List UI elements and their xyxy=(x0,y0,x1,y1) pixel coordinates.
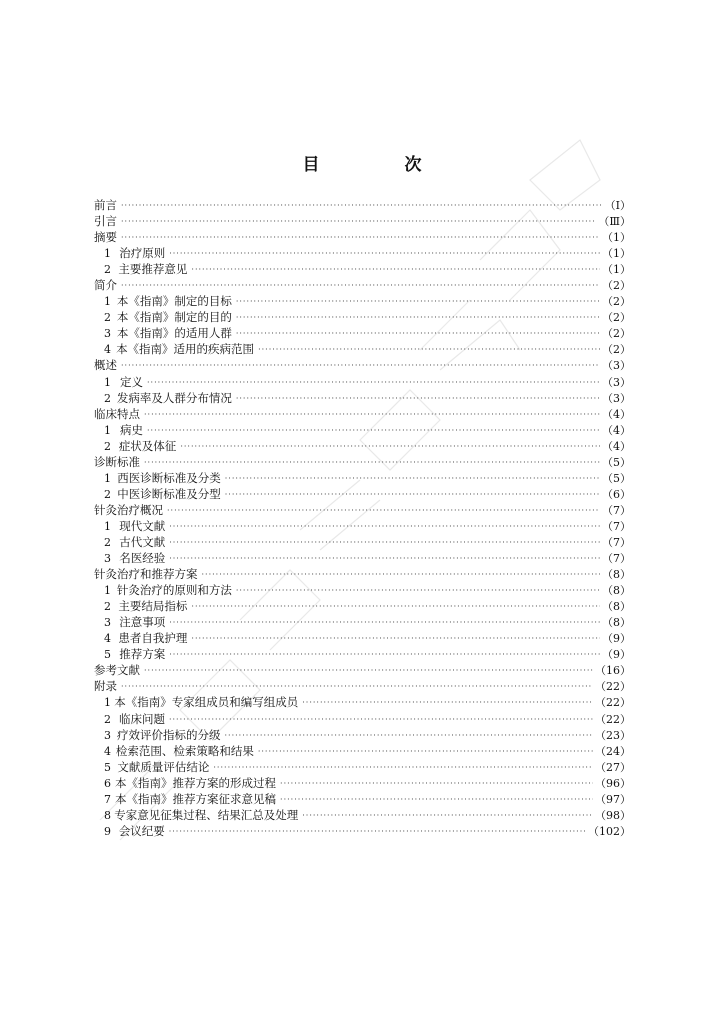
toc-entry-label: 本《指南》专家组成员和编写组成员 xyxy=(114,695,299,710)
toc-entry-label: 本《指南》的适用人群 xyxy=(116,326,232,341)
table-of-contents xyxy=(94,197,631,839)
dot-leader xyxy=(169,824,586,840)
toc-entry-number: 3 xyxy=(104,728,111,742)
dot-leader xyxy=(258,342,600,358)
toc-page-number: （3） xyxy=(602,391,631,405)
toc-subentry[interactable] xyxy=(94,261,631,277)
toc-page-number: （4） xyxy=(602,423,631,437)
toc-entry-number: 7 xyxy=(104,792,111,806)
toc-entry-number: 1 xyxy=(104,375,111,389)
toc-entry-label: 本《指南》推荐方案的形成过程 xyxy=(115,775,277,790)
toc-entry-number: 8 xyxy=(104,808,111,822)
dot-leader xyxy=(302,695,593,711)
toc-entry-label: 诊断标准 xyxy=(94,454,140,469)
toc-entry-label: 本《指南》制定的目的 xyxy=(116,310,232,325)
toc-page-number: （9） xyxy=(602,648,631,662)
toc-subentry[interactable] xyxy=(94,534,631,550)
toc-entry-number: 4 xyxy=(104,744,111,758)
toc-entry-number: 6 xyxy=(104,776,111,790)
toc-entry-number: 1 xyxy=(104,584,111,598)
toc-subentry[interactable] xyxy=(94,694,631,710)
toc-section[interactable] xyxy=(94,197,631,213)
toc-entry-number: 5 xyxy=(104,648,111,662)
dot-leader xyxy=(121,214,596,230)
dot-leader xyxy=(169,551,600,567)
toc-page-number: （3） xyxy=(602,359,631,373)
toc-subentry[interactable] xyxy=(94,807,631,823)
toc-section[interactable] xyxy=(94,357,631,373)
toc-subentry[interactable] xyxy=(94,582,631,598)
toc-page-number: （22） xyxy=(595,680,631,694)
dot-leader xyxy=(169,535,600,551)
toc-subentry[interactable] xyxy=(94,293,631,309)
dot-leader xyxy=(225,471,600,487)
dot-leader xyxy=(191,262,600,278)
dot-leader xyxy=(169,615,600,631)
toc-page-number: （6） xyxy=(602,487,631,501)
toc-page-number: （27） xyxy=(595,760,631,774)
dot-leader xyxy=(258,744,593,760)
toc-subentry[interactable] xyxy=(94,309,631,325)
toc-entry-number: 2 xyxy=(104,535,111,549)
dot-leader xyxy=(213,760,593,776)
toc-subentry[interactable] xyxy=(94,598,631,614)
toc-subentry[interactable] xyxy=(94,743,631,759)
toc-page-number: （102） xyxy=(588,824,631,838)
toc-subentry[interactable] xyxy=(94,646,631,662)
toc-entry-label: 定义 xyxy=(119,374,143,389)
toc-entry-label: 检索范围、检索策略和结果 xyxy=(115,743,254,758)
toc-entry-label: 针灸治疗概况 xyxy=(94,502,163,517)
toc-page-number: （7） xyxy=(602,552,631,566)
toc-subentry[interactable] xyxy=(94,245,631,261)
toc-page-number: （7） xyxy=(602,503,631,517)
toc-entry-number: 1 xyxy=(104,696,111,710)
toc-entry-label: 临床问题 xyxy=(118,711,165,726)
toc-subentry[interactable] xyxy=(94,374,631,390)
toc-entry-label: 古代文献 xyxy=(119,534,166,549)
toc-page-number: （4） xyxy=(602,407,631,421)
toc-subentry[interactable] xyxy=(94,727,631,743)
toc-entry-label: 推荐方案 xyxy=(119,647,166,662)
toc-entry-number: 3 xyxy=(104,552,111,566)
dot-leader xyxy=(191,599,600,615)
toc-subentry[interactable] xyxy=(94,775,631,791)
dot-leader xyxy=(236,391,600,407)
toc-entry-label: 发病率及人群分布情况 xyxy=(116,390,232,405)
toc-subentry[interactable] xyxy=(94,325,631,341)
toc-entry-label: 名医经验 xyxy=(119,551,166,566)
dot-leader xyxy=(169,712,593,728)
toc-subentry[interactable] xyxy=(94,791,631,807)
toc-page-number: （97） xyxy=(595,792,631,806)
toc-subentry[interactable] xyxy=(94,759,631,775)
toc-subentry[interactable] xyxy=(94,390,631,406)
toc-page-number: （5） xyxy=(602,455,631,469)
toc-entry-number: 1 xyxy=(104,471,111,485)
dot-leader xyxy=(121,230,600,246)
dot-leader xyxy=(147,375,600,391)
dot-leader xyxy=(169,246,600,262)
toc-entry-number: 5 xyxy=(104,760,111,774)
toc-entry-label: 针灸治疗和推荐方案 xyxy=(94,567,198,582)
toc-entry-label: 前言 xyxy=(94,198,117,212)
toc-section[interactable] xyxy=(94,229,631,245)
toc-page-number: （2） xyxy=(602,327,631,341)
toc-subentry[interactable] xyxy=(94,341,631,357)
toc-entry-label: 疗效评价指标的分级 xyxy=(117,727,221,742)
toc-entry-number: 1 xyxy=(104,295,111,309)
toc-page-number: （2） xyxy=(602,295,631,309)
toc-entry-number: 3 xyxy=(104,327,111,341)
toc-subentry[interactable] xyxy=(94,422,631,438)
toc-entry-label: 简介 xyxy=(94,278,117,293)
toc-page-number: （2） xyxy=(602,343,631,357)
toc-entry-label: 西医诊断标准及分类 xyxy=(117,470,221,485)
toc-entry-number: 4 xyxy=(104,632,111,646)
toc-entry-label: 附录 xyxy=(94,679,117,694)
toc-entry-number: 2 xyxy=(104,391,111,405)
dot-leader xyxy=(191,631,600,647)
toc-page-number: （2） xyxy=(602,311,631,325)
toc-subentry[interactable] xyxy=(94,614,631,630)
dot-leader xyxy=(121,679,593,695)
toc-entry-number: 2 xyxy=(104,487,111,501)
toc-entry-label: 治疗原则 xyxy=(119,246,166,261)
dot-leader xyxy=(121,198,603,214)
toc-section[interactable] xyxy=(94,213,631,229)
toc-page-number: （98） xyxy=(595,808,631,822)
toc-entry-label: 摘要 xyxy=(94,230,117,245)
dot-leader xyxy=(236,583,600,599)
toc-subentry[interactable] xyxy=(94,518,631,534)
dot-leader xyxy=(302,808,593,824)
toc-entry-number: 2 xyxy=(104,311,111,325)
dot-leader xyxy=(121,358,600,374)
page-title: 目 次 xyxy=(302,155,456,175)
toc-subentry[interactable] xyxy=(94,438,631,454)
toc-page-number: （Ⅰ） xyxy=(604,199,631,212)
toc-subentry[interactable] xyxy=(94,486,631,502)
toc-entry-label: 主要结局指标 xyxy=(118,599,188,614)
dot-leader xyxy=(280,792,593,808)
dot-leader xyxy=(236,294,600,310)
toc-page-number: （8） xyxy=(602,616,631,630)
dot-leader xyxy=(121,278,600,294)
dot-leader xyxy=(147,423,600,439)
toc-entry-number: 2 xyxy=(104,712,111,726)
toc-section[interactable] xyxy=(94,502,631,518)
toc-page-number: （22） xyxy=(595,696,631,710)
dot-leader xyxy=(202,567,601,583)
toc-section[interactable] xyxy=(94,454,631,470)
toc-entry-number: 4 xyxy=(104,343,111,357)
dot-leader xyxy=(169,647,600,663)
dot-leader xyxy=(180,439,600,455)
toc-section[interactable] xyxy=(94,662,631,678)
dot-leader xyxy=(144,407,600,423)
toc-page-number: （5） xyxy=(602,471,631,485)
toc-entry-label: 本《指南》推荐方案征求意见稿 xyxy=(115,791,277,806)
toc-entry-label: 引言 xyxy=(94,214,117,229)
toc-entry-number: 1 xyxy=(104,519,111,533)
dot-leader xyxy=(144,455,600,471)
toc-entry-number: 9 xyxy=(104,824,111,838)
toc-entry-label: 主要推荐意见 xyxy=(118,262,188,277)
dot-leader xyxy=(225,728,594,744)
toc-page-number: （4） xyxy=(602,439,631,453)
toc-page-number: （8） xyxy=(602,568,631,582)
toc-page-number: （2） xyxy=(602,279,631,293)
toc-entry-label: 本《指南》适用的疾病范围 xyxy=(116,342,255,357)
toc-subentry[interactable] xyxy=(94,823,631,839)
toc-page-number: （1） xyxy=(602,247,631,261)
toc-page-number: （8） xyxy=(602,584,631,598)
toc-subentry[interactable] xyxy=(94,711,631,727)
dot-leader xyxy=(236,310,600,326)
toc-entry-label: 症状及体征 xyxy=(118,438,177,453)
toc-entry-label: 针灸治疗的原则和方法 xyxy=(116,583,232,598)
toc-section[interactable] xyxy=(94,277,631,293)
toc-page-number: （3） xyxy=(602,375,631,389)
toc-page-number: （24） xyxy=(595,744,631,758)
toc-entry-label: 患者自我护理 xyxy=(118,631,188,646)
toc-page-number: （1） xyxy=(602,231,631,245)
toc-page-number: （1） xyxy=(602,263,631,277)
toc-section[interactable] xyxy=(94,678,631,694)
toc-page-number: （23） xyxy=(595,728,631,742)
toc-entry-label: 文献质量评估结论 xyxy=(117,759,210,774)
toc-page-number: （Ⅲ） xyxy=(598,215,631,229)
toc-page-number: （7） xyxy=(602,519,631,533)
dot-leader xyxy=(280,776,593,792)
dot-leader xyxy=(144,663,593,679)
dot-leader xyxy=(167,503,600,519)
toc-entry-label: 现代文献 xyxy=(119,518,166,533)
toc-entry-label: 参考文献 xyxy=(94,663,140,678)
toc-entry-label: 中医诊断标准及分型 xyxy=(117,486,221,501)
toc-entry-number: 1 xyxy=(104,423,111,437)
toc-page-number: （7） xyxy=(602,535,631,549)
toc-entry-label: 病史 xyxy=(119,422,143,437)
toc-subentry[interactable] xyxy=(94,550,631,566)
toc-page-number: （96） xyxy=(595,776,631,790)
toc-page-number: （16） xyxy=(595,664,631,678)
toc-entry-number: 3 xyxy=(104,616,111,630)
toc-entry-label: 临床特点 xyxy=(94,406,140,421)
toc-entry-number: 2 xyxy=(104,600,111,614)
toc-entry-label: 专家意见征集过程、结果汇总及处理 xyxy=(114,807,299,822)
dot-leader xyxy=(169,519,600,535)
toc-subentry[interactable] xyxy=(94,470,631,486)
toc-page-number: （9） xyxy=(602,632,631,646)
toc-entry-number: 1 xyxy=(104,247,111,261)
toc-page-number: （22） xyxy=(595,712,631,726)
toc-entry-number: 2 xyxy=(104,439,111,453)
toc-subentry[interactable] xyxy=(94,630,631,646)
dot-leader xyxy=(236,326,600,342)
toc-entry-label: 概述 xyxy=(94,358,117,373)
toc-entry-label: 会议纪要 xyxy=(118,823,165,838)
toc-entry-label: 本《指南》制定的目标 xyxy=(116,294,232,309)
toc-page-number: （8） xyxy=(602,600,631,614)
toc-entry-label: 注意事项 xyxy=(119,615,166,630)
dot-leader xyxy=(225,487,600,503)
toc-entry-number: 2 xyxy=(104,263,111,277)
toc-section[interactable] xyxy=(94,406,631,422)
toc-section[interactable] xyxy=(94,566,631,582)
